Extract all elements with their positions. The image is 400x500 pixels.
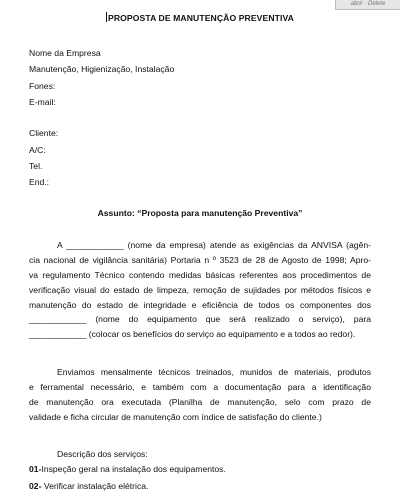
corner-toolbar[interactable] — [335, 0, 400, 10]
paragraph-line: ____________ (colocar os benefícios do serviço ao equipamento e a todos ao redor). — [29, 329, 356, 340]
subject-line: Assunto: “Proposta para manutenção Preventiva” — [97, 208, 303, 218]
paragraph-intro — [29, 238, 371, 342]
client-attn: A/C: — [29, 145, 46, 155]
document-title-text: PROPOSTA DE MANUTENÇÃO PREVENTIVA — [107, 13, 294, 23]
text-cursor — [106, 12, 107, 22]
paragraph-line: va regulamento Técnico contendo medidas básicas referentes aos procedimentos de — [29, 269, 371, 280]
document-title — [0, 12, 400, 23]
service-number: 02 — [29, 481, 39, 491]
service-separator: - — [38, 464, 42, 474]
service-separator: - — [38, 481, 44, 491]
company-services: Manutenção, Higienização, Instalação — [29, 64, 175, 74]
client-name: Cliente: — [29, 128, 59, 138]
company-phones: Fones: — [29, 81, 56, 91]
service-text: Inspeção geral na instalação dos equipamentos. — [41, 464, 226, 474]
paragraph-technicians — [29, 365, 371, 425]
corner-toolbar-label: abrir · Delete — [350, 1, 386, 7]
service-text: Verificar instalação elétrica. — [43, 481, 149, 491]
client-address: End.: — [29, 177, 50, 187]
paragraph-line: manutenção do estado de integridade e eficiência de todos os componentes dos — [29, 299, 371, 310]
paragraph-line: Enviamos mensalmente técnicos treinados, munidos de materiais, produtos — [57, 367, 371, 377]
paragraph-line: A ____________ (nome da empresa) atende as exigências da ANVISA (agên- — [57, 240, 371, 250]
service-item-02 — [29, 481, 148, 491]
paragraph-line: e ferramental necessário, e também com a documentação para a identificação — [29, 381, 371, 392]
paragraph-line: validade e ficha circular de manutenção com índice de satisfação do cliente.) — [29, 411, 322, 422]
paragraph-line: cia nacional de vigilância sanitária) Portaria n º 3523 de 28 de Agosto de 1998; Apro- — [29, 254, 371, 265]
client-tel: Tel. — [29, 161, 43, 171]
service-item-01 — [29, 464, 226, 474]
paragraph-line: ____________ (nome do equipamento que será realizado o serviço), para — [29, 314, 371, 325]
paragraph-line: verificação visual do estado de limpeza, remoção de sujidades por métodos físicos e — [29, 284, 371, 295]
paragraph-line: de manutenção ora executada (Planilha de manutenção, selo com prazo de — [29, 396, 371, 407]
services-heading: Descrição dos serviços: — [57, 449, 148, 459]
service-number: 01 — [29, 464, 39, 474]
company-name: Nome da Empresa — [29, 48, 101, 58]
company-email: E-mail: — [29, 97, 56, 107]
